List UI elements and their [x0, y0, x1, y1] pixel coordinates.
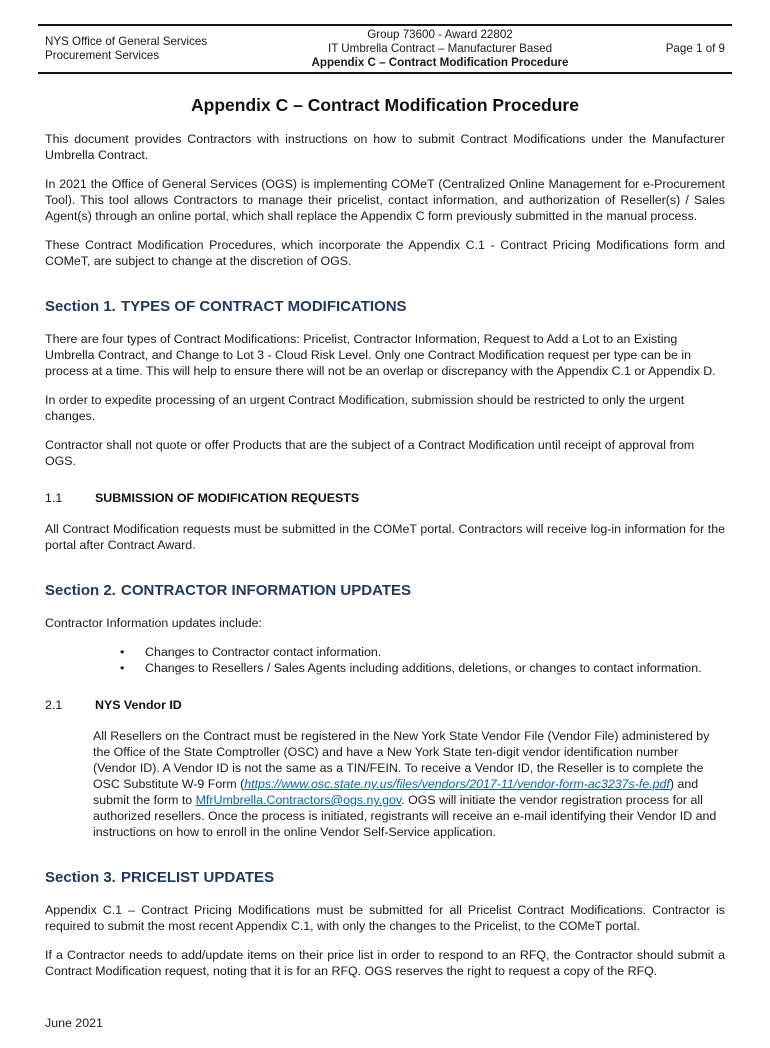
subsection-2-1-number: 2.1	[45, 698, 63, 712]
document-title: Appendix C – Contract Modification Procedure	[191, 95, 579, 115]
section-3-paragraph-2: If a Contractor needs to add/update items on their price list in order to respond to an RFQ, the Contractor should submit a Contract Modification request, noting that it is for an RFQ. OGS reserves the right to request a copy of the RFQ.	[45, 948, 725, 978]
section-3-heading	[45, 869, 725, 887]
section-1-title: TYPES OF CONTRACT MODIFICATIONS	[121, 298, 407, 315]
section-2-heading	[45, 582, 725, 600]
list-item-text: Changes to Resellers / Sales Agents including additions, deletions, or changes to contact information.	[145, 661, 702, 675]
header-agency-block	[38, 35, 250, 63]
intro-paragraph-1: This document provides Contractors with instructions on how to submit Contract Modifications under the Manufacturer Umbrella Contract.	[45, 132, 725, 162]
section-2-paragraph-1: Contractor Information updates include:	[45, 616, 262, 630]
intro-paragraph-3: These Contract Modification Procedures, which incorporate the Appendix C.1 - Contract Pricing Modifications form and COMeT, are subject to change at the discretion of OGS.	[45, 238, 725, 268]
osc-w9-form-link[interactable]: https://www.osc.state.ny.us/files/vendors/2017-11/vendor-form-ac3237s-fe.pdf	[244, 777, 670, 791]
contractor-updates-list	[45, 644, 725, 676]
bullet-icon: •	[120, 661, 125, 675]
document-page	[0, 24, 770, 1048]
vendor-paragraph-text-1: All Resellers on the Contract must be registered in the New York State Vendor File (Vendor File) administered by the Office of the State Comptroller (OSC) and have a New York State ten-digit vendor identification number (Vendor ID). A Vendor ID is not the same as a TIN/FEIN. To receive a Vendor ID, the Reseller is to complete the OSC Substitute W-9 Form (	[93, 729, 710, 791]
list-item-text: Changes to Contractor contact information.	[145, 645, 382, 659]
header-contract-name: IT Umbrella Contract – Manufacturer Based	[327, 42, 553, 55]
subsection-2-1-paragraph	[93, 728, 725, 840]
vendor-paragraph-text-2: ) and submit the form to	[93, 777, 699, 807]
intro-paragraph-2: In 2021 the Office of General Services (OGS) is implementing COMeT (Centralized Online Management for e-Procurement Tool). This tool allows Contractors to manage their pricelist, contact information, and authorization of Reseller(s) / Sales Agent(s) through an online portal, which shall replace the Appendix C form previously submitted in the manual process.	[45, 177, 725, 223]
page-header	[38, 24, 732, 74]
section-1-paragraph-2: In order to expedite processing of an urgent Contract Modification, submission should be restricted to only the urgent changes.	[45, 393, 685, 423]
subsection-2-1-title: NYS Vendor ID	[95, 698, 182, 712]
list-item	[120, 644, 725, 660]
section-3-paragraph-1: Appendix C.1 – Contract Pricing Modifications must be submitted for all Pricelist Contract Modifications. Contractor is required to submit the most recent Appendix C.1, with only the changes to the Pricelist, to the COMeT portal.	[45, 903, 725, 933]
header-group-award: Group 73600 - Award 22802	[367, 28, 513, 41]
section-1-paragraph-1: There are four types of Contract Modifications: Pricelist, Contractor Information, Request to Add a Lot to an Existing Umbrella Contract, and Change to Lot 3 - Cloud Risk Level. Only one Contract Modification request per type can be in process at a time. This will help to ensure there will not be an overlap or discrepancy with the Appendix C.1 or Appendix D.	[45, 332, 716, 378]
section-1-paragraph-3: Contractor shall not quote or offer Products that are the subject of a Contract Modification until receipt of approval from OGS.	[45, 438, 695, 468]
subsection-1-1-heading	[45, 490, 725, 506]
header-agency-line1: NYS Office of General Services	[45, 35, 208, 48]
section-2-number: Section 2.	[45, 582, 116, 599]
page-number: Page 1 of 9	[665, 42, 725, 55]
section-3-title: PRICELIST UPDATES	[121, 869, 275, 886]
header-appendix-name: Appendix C – Contract Modification Procedure	[311, 56, 569, 69]
footer-date: June 2021	[45, 1016, 103, 1030]
list-item	[120, 660, 725, 676]
header-agency-line2: Procurement Services	[45, 49, 160, 62]
section-1-heading	[45, 298, 725, 316]
section-2-title: CONTRACTOR INFORMATION UPDATES	[121, 582, 411, 599]
bullet-icon: •	[120, 645, 125, 659]
section-1-number: Section 1.	[45, 298, 116, 315]
subsection-1-1-number: 1.1	[45, 491, 63, 505]
section-3-number: Section 3.	[45, 869, 116, 886]
subsection-1-1-paragraph: All Contract Modification requests must be submitted in the COMeT portal. Contractors will receive log-in information for the portal after Contract Award.	[45, 522, 725, 552]
subsection-1-1-title: SUBMISSION OF MODIFICATION REQUESTS	[95, 491, 360, 505]
subsection-2-1-heading	[45, 697, 725, 713]
mfr-umbrella-email-link[interactable]: MfrUmbrella.Contractors@ogs.ny.gov	[195, 793, 402, 807]
header-contract-block	[250, 28, 630, 70]
vendor-paragraph-text-3: . OGS will initiate the vendor registration process for all authorized resellers. Once the process is initiated, registrants will receive an e-mail identifying their Vendor ID and instructions on how to enroll in the online Vendor Self-Service application.	[93, 793, 717, 839]
